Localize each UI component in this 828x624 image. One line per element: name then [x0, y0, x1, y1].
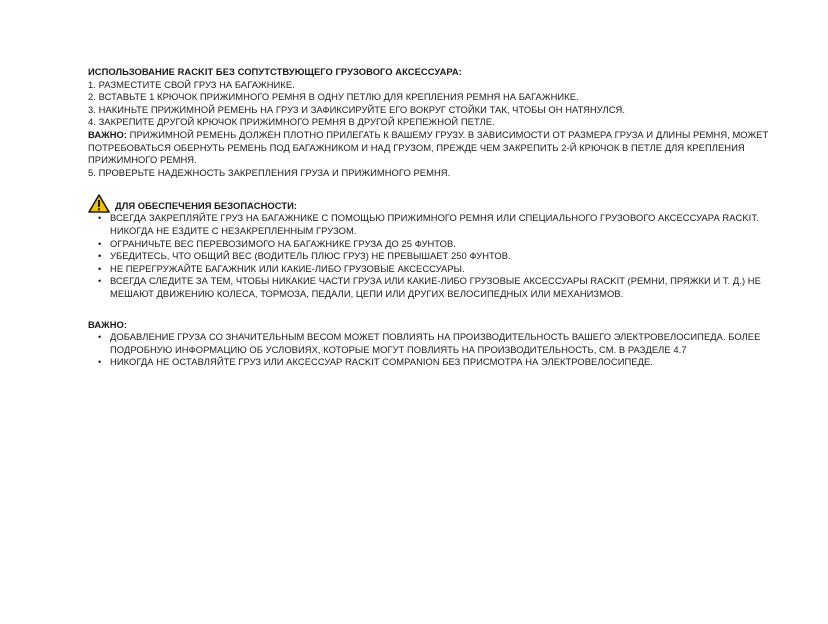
- bullet-icon: •: [98, 212, 102, 224]
- safety-heading-row: [88, 193, 778, 212]
- safety-item-text: ОГРАНИЧЬТЕ ВЕС ПЕРЕВОЗИМОГО НА БАГАЖНИКЕ ГРУЗА ДО 25 ФУНТОВ.: [110, 237, 456, 249]
- safety-heading: ДЛЯ ОБЕСПЕЧЕНИЯ БЕЗОПАСНОСТИ:: [115, 199, 298, 211]
- manual-page: [88, 66, 778, 369]
- safety-list: [88, 212, 778, 300]
- bullet-icon: •: [98, 262, 102, 274]
- bullet-icon: •: [98, 237, 102, 249]
- important-item-text: ДОБАВЛЕНИЕ ГРУЗА СО ЗНАЧИТЕЛЬНЫМ ВЕСОМ МОЖЕТ ПОВЛИЯТЬ НА ПРОИЗВОДИТЕЛЬНОСТЬ ВАШЕГО ЭЛЕКТРОВЕЛОСИПЕДА. БОЛЕЕ ПОДРОБНУЮ ИНФОРМАЦИЮ ОБ УСЛОВИЯХ, КОТОРЫЕ МОГУТ ПОВЛИЯТЬ НА ПРОИЗВОДИТЕЛЬНОСТЬ, СМ. В РАЗДЕЛЕ 4.7: [110, 331, 761, 355]
- warning-triangle-icon: [88, 194, 110, 213]
- usage-steps-list: [88, 79, 778, 180]
- safety-item: [88, 263, 778, 276]
- safety-item: [88, 250, 778, 263]
- important-item: [88, 356, 778, 369]
- note-label: ВАЖНО:: [88, 128, 128, 140]
- bullet-icon: •: [98, 356, 102, 368]
- bullet-icon: •: [98, 275, 102, 287]
- safety-item-text: УБЕДИТЕСЬ, ЧТО ОБЩИЙ ВЕС (ВОДИТЕЛЬ ПЛЮС ГРУЗ) НЕ ПРЕВЫШАЕТ 250 ФУНТОВ.: [110, 250, 511, 262]
- bullet-icon: •: [98, 250, 102, 262]
- safety-item-text: НЕ ПЕРЕГРУЖАЙТЕ БАГАЖНИК ИЛИ КАКИЕ-ЛИБО ГРУЗОВЫЕ АКСЕССУАРЫ.: [110, 262, 465, 274]
- usage-step-5: 5. ПРОВЕРЬТЕ НАДЕЖНОСТЬ ЗАКРЕПЛЕНИЯ ГРУЗА И ПРИЖИМНОГО РЕМНЯ.: [88, 166, 451, 178]
- safety-item-text: ВСЕГДА ЗАКРЕПЛЯЙТЕ ГРУЗ НА БАГАЖНИКЕ С ПОМОЩЬЮ ПРИЖИМНОГО РЕМНЯ ИЛИ СПЕЦИАЛЬНОГО ГРУЗОВОГО АКСЕССУАРА RACKIT. НИКОГДА НЕ ЕЗДИТЕ С НЕЗАКРЕПЛЕННЫМ ГРУЗОМ.: [110, 212, 759, 236]
- important-heading: ВАЖНО:: [88, 318, 128, 330]
- important-item-text: НИКОГДА НЕ ОСТАВЛЯЙТЕ ГРУЗ ИЛИ АКСЕССУАР RACKIT COMPANION БЕЗ ПРИСМОТРА НА ЭЛЕКТРОВЕЛОСИПЕДЕ.: [110, 356, 653, 368]
- note-text: ПРИЖИМНОЙ РЕМЕНЬ ДОЛЖЕН ПЛОТНО ПРИЛЕГАТЬ К ВАШЕМУ ГРУЗУ. В ЗАВИСИМОСТИ ОТ РАЗМЕРА ГРУЗА И ДЛИНЫ РЕМНЯ, МОЖЕТ ПОТРЕБОВАТЬСЯ ОБЕРНУТЬ РЕМЕНЬ ПОД БАГАЖНИКОМ И НАД ГРУЗОМ, ПРЕЖДЕ ЧЕМ ЗАКРЕПИТЬ 2-Й КРЮЧОК В ПЕТЛЕ ДЛЯ КРЕПЛЕНИЯ ПРИЖИМНОГО РЕМНЯ.: [88, 128, 769, 166]
- usage-step-2: 2. ВСТАВЬТЕ 1 КРЮЧОК ПРИЖИМНОГО РЕМНЯ В ОДНУ ПЕТЛЮ ДЛЯ КРЕПЛЕНИЯ РЕМНЯ НА БАГАЖНИКЕ.: [88, 91, 579, 103]
- important-item: [88, 331, 778, 356]
- safety-item: [88, 212, 778, 237]
- usage-heading: ИСПОЛЬЗОВАНИЕ RACKIT БЕЗ СОПУТСТВУЮЩЕГО ГРУЗОВОГО АКСЕССУАРА:: [88, 66, 462, 77]
- usage-important-note: [88, 129, 778, 167]
- safety-item: [88, 275, 778, 300]
- safety-item: [88, 238, 778, 251]
- usage-step-4: 4. ЗАКРЕПИТЕ ДРУГОЙ КРЮЧОК ПРИЖИМНОГО РЕМНЯ В ДРУГОЙ КРЕПЕЖНОЙ ПЕТЛЕ.: [88, 116, 495, 128]
- usage-step-1: 1. РАЗМЕСТИТЕ СВОЙ ГРУЗ НА БАГАЖНИКЕ.: [88, 78, 295, 90]
- usage-step-3: 3. НАКИНЬТЕ ПРИЖИМНОЙ РЕМЕНЬ НА ГРУЗ И ЗАФИКСИРУЙТЕ ЕГО ВОКРУГ СТОЙКИ ТАК, ЧТОБЫ ОН НАТЯНУЛСЯ.: [88, 103, 625, 115]
- safety-item-text: ВСЕГДА СЛЕДИТЕ ЗА ТЕМ, ЧТОБЫ НИКАКИЕ ЧАСТИ ГРУЗА ИЛИ КАКИЕ-ЛИБО ГРУЗОВЫЕ АКСЕССУАРЫ RACKIT (РЕМНИ, ПРЯЖКИ И Т. Д.) НЕ МЕШАЮТ ДВИЖЕНИЮ КОЛЕСА, ТОРМОЗА, ПЕДАЛИ, ЦЕПИ ИЛИ ДРУГИХ ВЕЛОСИПЕДНЫХ ИЛИ МЕХАНИЗМОВ.: [110, 275, 761, 299]
- important-list: [88, 331, 778, 369]
- bullet-icon: •: [98, 331, 102, 343]
